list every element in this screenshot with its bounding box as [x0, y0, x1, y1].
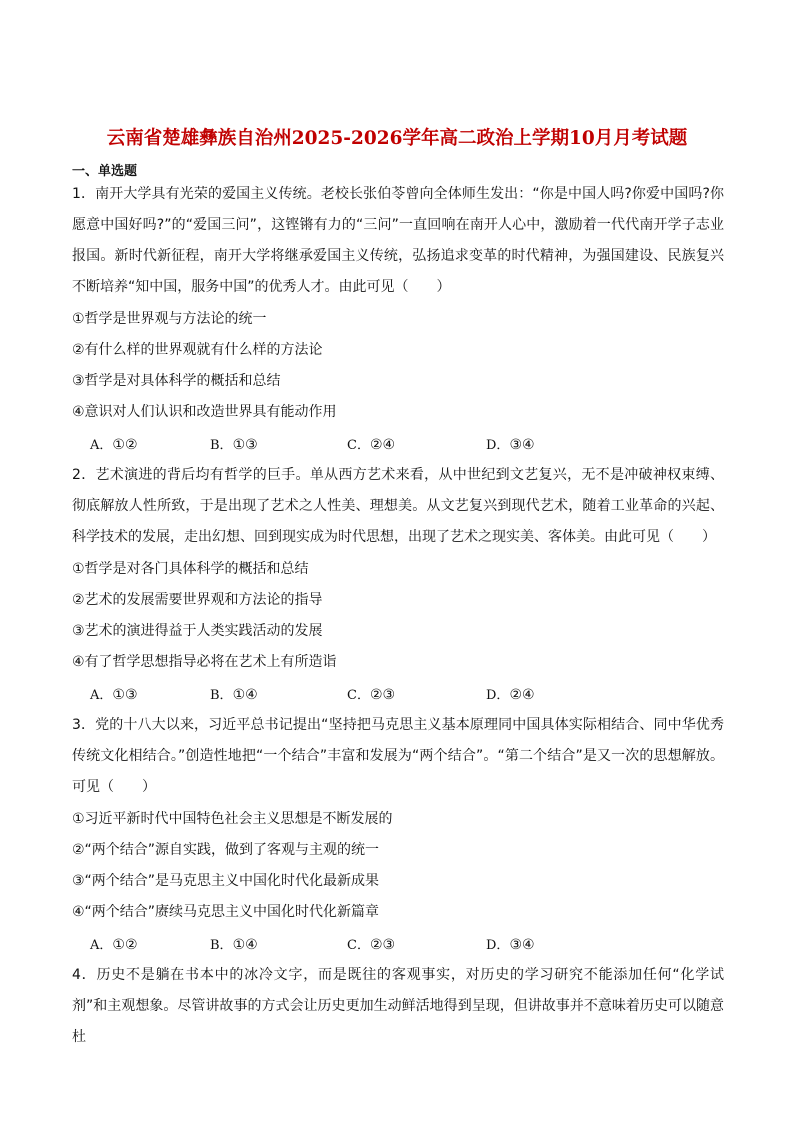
option-label: A．: [90, 938, 113, 953]
question-1-statement: ②有什么样的世界观就有什么样的方法论: [72, 342, 323, 358]
question-1-statement: ③哲学是对具体科学的概括和总结: [72, 373, 281, 389]
option-value: ②③: [369, 937, 396, 953]
question-1-statement: ④意识对人们认识和改造世界具有能动作用: [72, 404, 337, 420]
option-value: ①②: [112, 437, 138, 453]
question-2-statement: ②艺术的发展需要世界观和方法论的指导: [72, 592, 323, 608]
option-label: D．: [486, 938, 510, 953]
option-value: ②④: [369, 437, 396, 453]
question-3-statement: ②“两个结合”源自实践，做到了客观与主观的统一: [72, 842, 380, 858]
option-c[interactable]: [347, 686, 395, 705]
option-value: ③④: [509, 437, 535, 453]
section-heading: 一、单选题: [72, 164, 138, 179]
option-label: D．: [486, 438, 510, 453]
question-3-text: 3．党的十八大以来，习近平总书记提出“坚持把马克思主义基本原理同中国具体实际相结合、同中华优秀传统文化相结合。”创造性地把“一个结合”丰富和发展为“两个结合”。“第二个结合”是又一次的思想解放。可见（ ）: [72, 717, 724, 795]
option-label: A．: [90, 688, 113, 703]
question-2-statement: ③艺术的演进得益于人类实践活动的发展: [72, 623, 323, 639]
option-label: B．: [210, 688, 233, 703]
option-value: ②③: [369, 687, 396, 703]
option-value: ②④: [509, 687, 535, 703]
option-c[interactable]: [347, 436, 395, 455]
question-3-statement: ③“两个结合”是马克思主义中国化时代化最新成果: [72, 873, 380, 889]
question-1-statement: ①哲学是世界观与方法论的统一: [72, 311, 267, 327]
option-d[interactable]: [486, 436, 535, 455]
question-2-text: 2．艺术演进的背后均有哲学的巨手。单从西方艺术来看，从中世纪到文艺复兴，无不是冲破神权束缚、彻底解放人性所致，于是出现了艺术之人性美、理想美。从文艺复兴到现代艺术，随着工业革命的兴起、科学技术的发展，走出幻想、回到现实成为时代思想，出现了艺术之现实美、客体美。由此可见（ ）: [72, 467, 724, 545]
document-title: 云南省楚雄彝族自治州2025-2026学年高二政治上学期10月月考试题: [106, 128, 688, 149]
question-2-statement: ④有了哲学思想指导必将在艺术上有所造诣: [72, 654, 337, 670]
question-2-statement: ①哲学是对各门具体科学的概括和总结: [72, 561, 309, 577]
option-value: ①④: [232, 687, 258, 703]
option-value: ①④: [232, 937, 258, 953]
option-d[interactable]: [486, 686, 535, 705]
option-label: B．: [210, 438, 233, 453]
option-a[interactable]: [90, 436, 138, 455]
option-b[interactable]: [210, 686, 258, 705]
option-value: ③④: [509, 937, 535, 953]
option-value: ①③: [112, 687, 138, 703]
option-label: A．: [90, 438, 113, 453]
option-value: ①②: [112, 937, 138, 953]
option-d[interactable]: [486, 936, 535, 955]
option-label: D．: [486, 688, 510, 703]
option-a[interactable]: [90, 686, 138, 705]
question-3-statement: ④“两个结合”赓续马克思主义中国化时代化新篇章: [72, 904, 380, 920]
option-b[interactable]: [210, 936, 258, 955]
question-4-text: 4．历史不是躺在书本中的冰冷文字，而是既往的客观事实，对历史的学习研究不能添加任何“化学试剂”和主观想象。尽管讲故事的方式会让历史更加生动鲜活地得到呈现，但讲故事并不意味着历史可以随意杜: [72, 967, 724, 1045]
option-value: ①③: [232, 437, 258, 453]
option-b[interactable]: [210, 436, 258, 455]
option-label: B．: [210, 938, 233, 953]
option-label: C．: [347, 938, 370, 953]
question-3-statement: ①习近平新时代中国特色社会主义思想是不断发展的: [72, 811, 393, 827]
option-label: C．: [347, 688, 370, 703]
question-1-text: 1．南开大学具有光荣的爱国主义传统。老校长张伯苓曾向全体师生发出：“你是中国人吗?你爱中国吗?你愿意中国好吗?”的“爱国三问”，这铿锵有力的“三问”一直回响在南开人心中，激励着一代代南开学子志业报国。新时代新征程，南开大学将继承爱国主义传统，弘扬追求变革的时代精神，为强国建设、民族复兴不断培养“知中国，服务中国”的优秀人才。由此可见（ ）: [72, 186, 724, 295]
option-label: C．: [347, 438, 370, 453]
option-a[interactable]: [90, 936, 138, 955]
option-c[interactable]: [347, 936, 395, 955]
